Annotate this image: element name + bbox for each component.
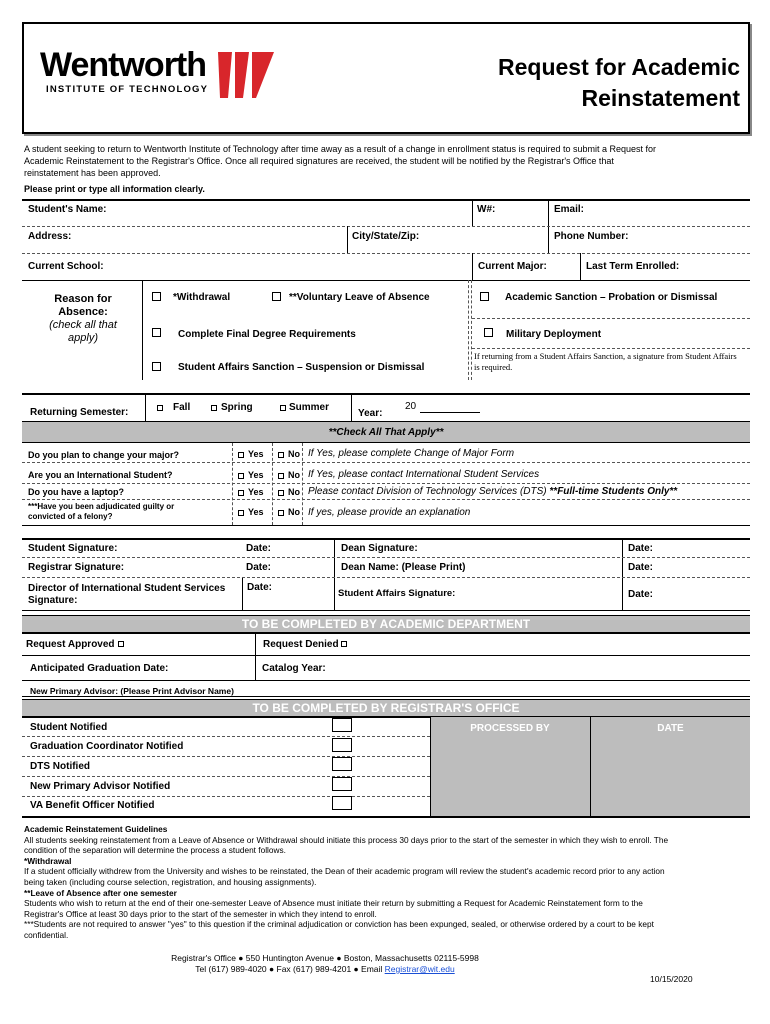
current-major-input[interactable] [473, 254, 580, 280]
catalog-year-input[interactable] [256, 656, 750, 680]
catalog-year-label: Catalog Year: [262, 663, 326, 674]
city-label: City/State/Zip: [352, 231, 420, 242]
page-title-line1: Request for Academic [498, 54, 740, 80]
registrar-signature-input[interactable] [22, 558, 334, 577]
student-notified-checkbox[interactable] [332, 718, 352, 732]
felony-no-checkbox[interactable] [278, 510, 284, 516]
new-advisor-label: New Primary Advisor: (Please Print Advisor Name) [30, 686, 234, 696]
page-title-line2: Reinstatement [581, 85, 740, 111]
logo [40, 48, 280, 100]
returning-semester-label: Returning Semester: [30, 407, 129, 418]
request-approved-checkbox[interactable] [118, 641, 124, 647]
international-no-label: No [288, 470, 300, 480]
footer-contact: Tel (617) 989-4020 ● Fax (617) 989-4201 ● Email Registrar@wit.edu [195, 964, 455, 974]
form-date: 10/15/2020 [650, 974, 693, 984]
dts-notified-label: DTS Notified [30, 761, 90, 772]
student-signature-input[interactable] [22, 539, 334, 557]
request-denied-checkbox[interactable] [341, 641, 347, 647]
intro-text: A student seeking to return to Wentworth Institute of Technology after time away as a result of a change in enrollment status is required to submit a Request for Academic Reinstatement to the Registrar's Office. Once all required signatures are received, the student will be notified by the Registrar's Office that reinstatement has been approved. [24, 144, 657, 178]
email-input[interactable] [549, 199, 750, 226]
year-label: Year: [358, 408, 383, 419]
laptop-note: Please contact Division of Technology Services (DTS) **Full-time Students Only** [308, 486, 678, 497]
logo-mark-icon [218, 52, 274, 98]
guidelines: Academic Reinstatement Guidelines All students seeking reinstatement from a Leave of Absence or Withdrawal should initiate this process 30 days prior to the start of the semester in which they wish to enroll. The condition of the separation will determine the process a student follows. *Withdrawal If a student officially withdrew from the University and wishes to be reinstated, the Dean of their academic program will review the student's academic record prior to any action being taken (including course selection, registration, and housing assignments). **Leave of Absence after one semester Students who wish to return at the end of their one-semester Leave of Absence must initiate their return by submitting a Request for Academic Reinstatement form to the Registrar's Office at least 30 days prior to the start of the semester in which they intend to enroll. ***Students are not required to answer "yes" to this question if the criminal adjudication or conviction has been expunged, sealed, or otherwise ordered by a court to be kept confidential. [24, 824, 748, 941]
va-officer-checkbox[interactable] [332, 796, 352, 810]
request-denied-label: Request Denied [263, 639, 339, 650]
major-note: If Yes, please complete Change of Major Form [308, 448, 515, 459]
page-title [498, 52, 740, 114]
address-label: Address: [28, 231, 72, 242]
question-major: Do you plan to change your major? [28, 450, 180, 460]
print-note: Please print or type all information clearly. [24, 184, 205, 194]
student-affairs-date-label: Date: [628, 589, 654, 600]
registrar-banner: TO BE COMPLETED BY REGISTRAR'S OFFICE [22, 699, 750, 716]
spring-checkbox[interactable] [211, 405, 217, 411]
international-no-checkbox[interactable] [278, 473, 284, 479]
current-school-input[interactable] [22, 254, 472, 280]
dean-signature-label: Dean Signature: [341, 543, 418, 554]
reason-label: Reason for Absence: (check all that apply) [49, 293, 117, 344]
city-input[interactable] [348, 227, 548, 253]
major-no-label: No [288, 449, 300, 459]
phone-label: Phone Number: [554, 231, 629, 242]
dts-notified-checkbox[interactable] [332, 757, 352, 771]
laptop-yes-label: Yes [248, 487, 264, 497]
logo-word: Wentworth [40, 46, 207, 84]
felony-yes-label: Yes [248, 507, 264, 517]
current-major-label: Current Major: [478, 261, 547, 272]
logo-subtitle: INSTITUTE OF TECHNOLOGY [46, 84, 209, 95]
dean-date-label: Date: [628, 543, 654, 554]
grad-coordinator-checkbox[interactable] [332, 738, 352, 752]
w-number-label: W#: [477, 204, 496, 215]
felony-no-label: No [288, 507, 300, 517]
new-advisor-input[interactable] [260, 681, 750, 696]
va-officer-label: VA Benefit Officer Notified [30, 800, 155, 811]
student-date-label: Date: [246, 543, 272, 554]
laptop-no-checkbox[interactable] [278, 490, 284, 496]
grad-coordinator-label: Graduation Coordinator Notified [30, 741, 184, 752]
voluntary-leave-label: **Voluntary Leave of Absence [289, 292, 430, 303]
summer-checkbox[interactable] [280, 405, 286, 411]
grad-date-input[interactable] [22, 656, 255, 680]
student-affairs-signature-label: Student Affairs Signature: [338, 588, 456, 599]
laptop-no-label: No [288, 487, 300, 497]
student-affairs-signature-input[interactable] [335, 578, 622, 610]
registrar-signature-label: Registrar Signature: [28, 562, 125, 573]
major-no-checkbox[interactable] [278, 452, 284, 458]
guidelines-title: Academic Reinstatement Guidelines [24, 824, 168, 834]
advisor-notified-checkbox[interactable] [332, 777, 352, 791]
footer-address: Registrar's Office ● 550 Huntington Avenue ● Boston, Massachusetts 02115-5998 [171, 953, 479, 963]
footer [0, 953, 650, 975]
phone-input[interactable] [549, 227, 750, 253]
fall-label: Fall [173, 402, 191, 413]
registrar-email-link[interactable]: Registrar@wit.edu [384, 964, 455, 974]
sanction-checkbox[interactable] [152, 362, 161, 371]
laptop-yes-checkbox[interactable] [238, 490, 244, 496]
date-header: DATE [657, 723, 684, 734]
current-school-label: Current School: [28, 261, 104, 272]
felony-yes-checkbox[interactable] [238, 510, 244, 516]
dean-name-date-label: Date: [628, 562, 654, 573]
advisor-notified-label: New Primary Advisor Notified [30, 781, 171, 792]
check-all-banner: **Check All That Apply** [22, 421, 750, 443]
year-prefix: 20 [405, 401, 417, 412]
academic-dept-banner: TO BE COMPLETED BY ACADEMIC DEPARTMENT [22, 615, 750, 632]
director-signature-label: Director of International Student Services Signature: [28, 583, 226, 606]
grad-date-label: Anticipated Graduation Date: [30, 663, 169, 674]
request-approved-label: Request Approved [26, 639, 115, 650]
voluntary-leave-checkbox[interactable] [272, 292, 281, 301]
probation-checkbox[interactable] [480, 292, 489, 301]
fall-checkbox[interactable] [157, 405, 163, 411]
international-yes-label: Yes [248, 470, 264, 480]
summer-label: Summer [289, 402, 330, 413]
dean-signature-input[interactable] [335, 539, 622, 557]
withdrawal-checkbox[interactable] [152, 292, 161, 301]
question-felony: ***Have you been adjudicated guilty or convicted of a felony? [28, 502, 175, 521]
registrar-date-label: Date: [246, 562, 272, 573]
military-label: Military Deployment [506, 329, 602, 340]
major-yes-label: Yes [248, 449, 264, 459]
email-label: Email: [554, 204, 585, 215]
dean-name-input[interactable] [335, 558, 622, 577]
sanction-note: If returning from a Student Affairs Sanction, a signature from Student Affairs is required. [474, 351, 737, 372]
major-yes-checkbox[interactable] [238, 452, 244, 458]
student-notified-label: Student Notified [30, 722, 108, 733]
international-yes-checkbox[interactable] [238, 473, 244, 479]
spring-label: Spring [221, 402, 253, 413]
military-checkbox[interactable] [484, 328, 493, 337]
director-date-label: Date: [247, 582, 273, 593]
dean-name-label: Dean Name: (Please Print) [341, 562, 466, 573]
probation-label: Academic Sanction – Probation or Dismissal [505, 292, 718, 303]
final-degree-checkbox[interactable] [152, 328, 161, 337]
last-term-label: Last Term Enrolled: [586, 261, 680, 272]
processed-by-header: PROCESSED BY [470, 723, 550, 734]
w-number-input[interactable] [473, 199, 548, 226]
student-name-input[interactable] [22, 199, 472, 226]
student-name-label: Student's Name: [28, 204, 107, 215]
question-international: Are you an International Student? [28, 470, 173, 480]
last-term-input[interactable] [581, 254, 750, 280]
question-laptop: Do you have a laptop? [28, 487, 125, 497]
year-input[interactable] [420, 398, 480, 412]
director-signature-input[interactable] [22, 578, 242, 610]
withdrawal-label: *Withdrawal [173, 292, 231, 303]
international-note: If Yes, please contact International Student Services [308, 469, 540, 480]
address-input[interactable] [22, 227, 347, 253]
student-signature-label: Student Signature: [28, 543, 118, 554]
sanction-label: Student Affairs Sanction – Suspension or Dismissal [178, 362, 425, 373]
felony-note: If yes, please provide an explanation [308, 507, 471, 518]
final-degree-label: Complete Final Degree Requirements [178, 329, 356, 340]
